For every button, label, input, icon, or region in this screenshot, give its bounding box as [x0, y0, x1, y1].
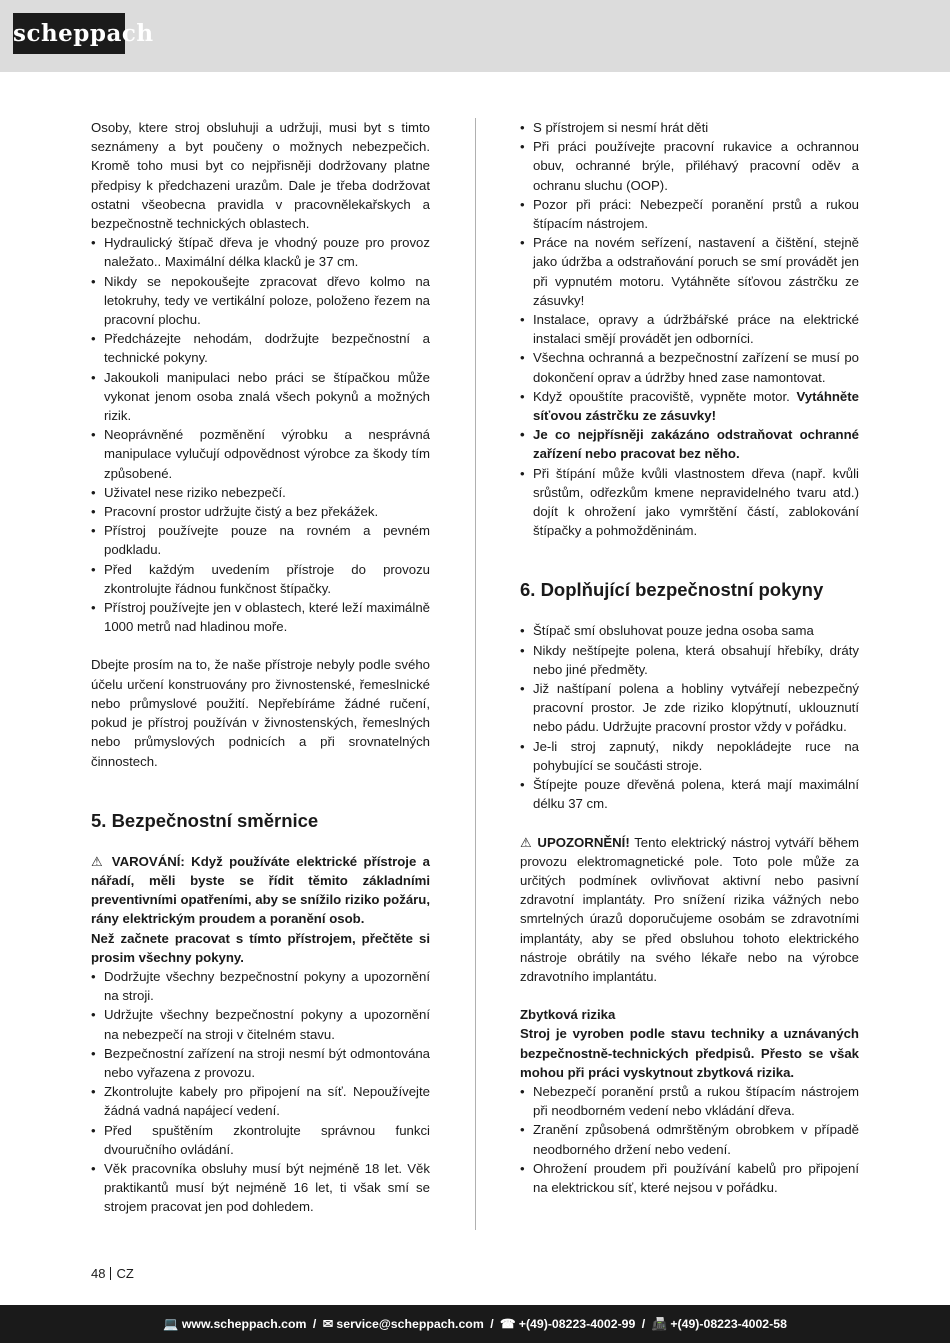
motor-off-text: Když opouštíte pracoviště, vypněte motor. — [533, 388, 797, 404]
list-item: • Nebezpečí poranění prstů a rukou štípacím nástrojem při neodborném vedení nebo vkládání dřeva. — [520, 1082, 859, 1120]
warning-icon: ⚠ — [91, 853, 106, 869]
general-safety-list — [91, 233, 430, 636]
warning-paragraph — [91, 852, 430, 929]
list-item: • Je-li stroj zapnutý, nikdy nepokládejte ruce na pohybující se součásti stroje. — [520, 737, 859, 775]
scheppach-logo: scheppach — [13, 13, 125, 54]
list-item: • Uživatel nese riziko nebezpečí. — [91, 483, 430, 502]
safety-directives-list-continued — [520, 118, 859, 540]
right-column — [520, 118, 859, 1197]
warning-text: VAROVÁNÍ: Když používáte elektrické přístroje a nářadí, měli byste se řídit těmito základními preventivními opatřeními, aby se snížilo riziko požáru, rány elektrickým proudem a poranění osob. — [91, 853, 431, 927]
list-item — [520, 387, 859, 425]
fax-icon: 📠 — [651, 1317, 667, 1331]
list-item: • Nikdy neštípejte polena, která obsahují hřebíky, dráty nebo jiné předměty. — [520, 641, 859, 679]
list-item: • Pracovní prostor udržujte čistý a bez překážek. — [91, 502, 430, 521]
list-item: • Štípač smí obsluhovat pouze jedna osoba sama — [520, 621, 859, 640]
page-footer — [0, 1305, 950, 1343]
list-item: • Neoprávněné pozměnění výrobku a nesprávná manipulace vylučují odpovědnost výrobce za škody tím způsobené. — [91, 425, 430, 483]
phone-icon: ☎ — [500, 1317, 516, 1331]
list-item: • Přístroj používejte pouze na rovném a pevném podkladu. — [91, 521, 430, 559]
safety-directives-list — [91, 967, 430, 1217]
list-item: • Je co nejpřísněji zakázáno odstraňovat ochranné zařízení nebo pracovat bez něho. — [520, 425, 859, 463]
attention-paragraph — [520, 833, 859, 987]
list-item: • Štípejte pouze dřevěná polena, která mají maximální délku 37 cm. — [520, 775, 859, 813]
list-item: • Nikdy se nepokoušejte zpracovat dřevo kolmo na letokruhy, tedy ve vertikální poloze, položeno řezem na pracovní plochu. — [91, 272, 430, 330]
envelope-icon: ✉ — [322, 1317, 333, 1331]
footer-fax: +(49)-08223-4002-58 — [670, 1317, 787, 1331]
list-item: • Udržujte všechny bezpečnostní pokyny a upozornění na nebezpečí na stroji v čitelném stavu. — [91, 1005, 430, 1043]
list-item: • Předcházejte nehodám, dodržujte bezpečnostní a technické pokyny. — [91, 329, 430, 367]
list-item: • Instalace, opravy a údržbářské práce na elektrické instalaci smějí provádět jen odborníci. — [520, 310, 859, 348]
read-instructions-paragraph: Než začnete pracovat s tímto přístrojem, přečtěte si prosim všechny pokyny. — [91, 930, 430, 965]
computer-icon: 💻 — [163, 1317, 179, 1331]
column-divider — [475, 118, 476, 1230]
list-item: • Již naštípaní polena a hobliny vytvářejí nebezpečný pracovní prostor. Je zde riziko klopýtnutí, uklouznutí nebo pádu. Udržujte pracovní prostor vždy v pořádku. — [520, 679, 859, 737]
list-item: • Dodržujte všechny bezpečnostní pokyny a upozornění na stroji. — [91, 967, 430, 1005]
residual-risks-heading: Zbytková rizika — [520, 1007, 616, 1023]
list-item: • Hydraulický štípač dřeva je vhodný pouze pro provoz naležato.. Maximální délka klacků je 37 cm. — [91, 233, 430, 271]
list-item: • Všechna ochranná a bezpečnostní zařízení se musí po dokončení oprav a údržby hned zase namontovat. — [520, 348, 859, 386]
page-header — [0, 0, 950, 72]
list-item: • S přístrojem si nesmí hrát děti — [520, 118, 859, 137]
warning-icon: ⚠ — [520, 834, 533, 850]
page-number-separator — [110, 1267, 111, 1280]
footer-email[interactable]: service@scheppach.com — [336, 1317, 484, 1331]
list-item: • Při štípání může kvůli vlastnostem dřeva (např. kvůli srůstům, odřezkům kmene nepravidelného tvaru atd.) dojít k ohrožení jako vymrštění částí, zablokování štípačky a pohmožděninám. — [520, 464, 859, 541]
list-item: • Ohrožení proudem při používání kabelů pro připojení na elektrickou síť, které nejsou v pořádku. — [520, 1159, 859, 1197]
list-item: • Pozor při práci: Nebezpečí poranění prstů a rukou štípacím nástrojem. — [520, 195, 859, 233]
list-item: • Před každým uvedením přístroje do provozu zkontrolujte řádnou funkčnost štípačky. — [91, 560, 430, 598]
additional-safety-list — [520, 621, 859, 813]
unplug-text: Vytáhněte síťovou zástrčku ze zásuvky! — [533, 388, 859, 424]
list-item: • Práce na novém seřízení, nastavení a čištění, stejně jako údržba a odstraňování poruch se smí provádět jen při vypnutém motoru. Vytáhněte síťovou zástrčku ze zásuvky! — [520, 233, 859, 310]
footer-phone: +(49)-08223-4002-99 — [518, 1317, 636, 1331]
page-language: CZ — [116, 1266, 134, 1281]
usage-note-paragraph: Dbejte prosím na to, že naše přístroje nebyly podle svého účelu určení konstruovány pro živnostenské, řemeslnické nebo průmyslové použití. Nepřebíráme žádné ručení, pokud je přístroj používán v živnostenských, řemeslných nebo průmyslových podnicích a při srovnatelných činnostech. — [91, 657, 430, 769]
list-item: • Bezpečnostní zařízení na stroji nesmí být odmontována nebo vyřazena z provozu. — [91, 1044, 430, 1082]
list-item: • Věk pracovníka obsluhy musí být nejméně 18 let. Věk praktikantů musí být nejméně 16 let, ti však smí se strojem pracovat jen pod dohledem. — [91, 1159, 430, 1217]
section-6-heading: 6. Doplňující bezpečnostní pokyny — [520, 579, 824, 601]
attention-text: Tento elektrický nástroj vytváří během provozu elektromagnetické pole. Toto pole může za určitých podmínek ovlivňovat aktivní nebo pasivní zdravotní implantáty. Pro snížení rizika vážných nebo smrtelných úrazů doporučujeme osobám se zdravotními implantáty, aby se před obsluhou tohoto elektrického nástroje obrátily na svého lékaře nebo na výrobce zdravotního implantátu. — [520, 834, 859, 984]
footer-separator: / — [312, 1317, 317, 1331]
page-number-value: 48 — [91, 1266, 106, 1281]
list-item: • Zkontrolujte kabely pro připojení na síť. Nepoužívejte žádná vadná napájecí vedení. — [91, 1082, 430, 1120]
footer-separator: / — [490, 1317, 494, 1331]
section-5-heading: 5. Bezpečnostní směrnice — [91, 809, 319, 831]
list-item: • Přístroj používejte jen v oblastech, které leží maximálně 1000 metrů nad hladinou moře. — [91, 598, 430, 636]
list-item: • Jakoukoli manipulaci nebo práci se štípačkou může vykonat jenom osoba znalá všech pokynů a možných rizik. — [91, 368, 430, 426]
page-number — [91, 1266, 134, 1282]
list-item: • Zranění způsobená odmrštěným obrobkem v případě neodborného držení nebo vedení. — [520, 1120, 859, 1158]
footer-website[interactable]: www.scheppach.com — [181, 1317, 307, 1331]
residual-risks-list — [520, 1082, 859, 1197]
intro-paragraph: Osoby, ktere stroj obsluhuji a udržuji, musi byt s timto seznámeny a byt poučeny o možnych nebezpečich. Kromě toho musi byt co nejpřisněji dodržovany platne předpisy k předchazeni urazům. Dale je třeba dodržovat ostatni všeobecna pravidla v pracovnělekařskych a bezpečnostně technických oblastech. — [91, 120, 430, 232]
list-item: • Před spuštěním zkontrolujte správnou funkci dvouručního ovládání. — [91, 1121, 430, 1159]
residual-risks-intro: Stroj je vyroben podle stavu techniky a uznávaných bezpečnostně-technických předpisů. Přesto se však mohou při práci vyskytnout zbytková rizika. — [520, 1026, 859, 1080]
list-item: • Při práci používejte pracovní rukavice a ochrannou obuv, ochranné brýle, přiléhavý pracovní oděv a ochranu sluchu (OOP). — [520, 137, 859, 195]
left-column — [91, 118, 430, 1217]
attention-label: UPOZORNĚNÍ! — [537, 834, 630, 850]
footer-separator: / — [641, 1317, 646, 1331]
